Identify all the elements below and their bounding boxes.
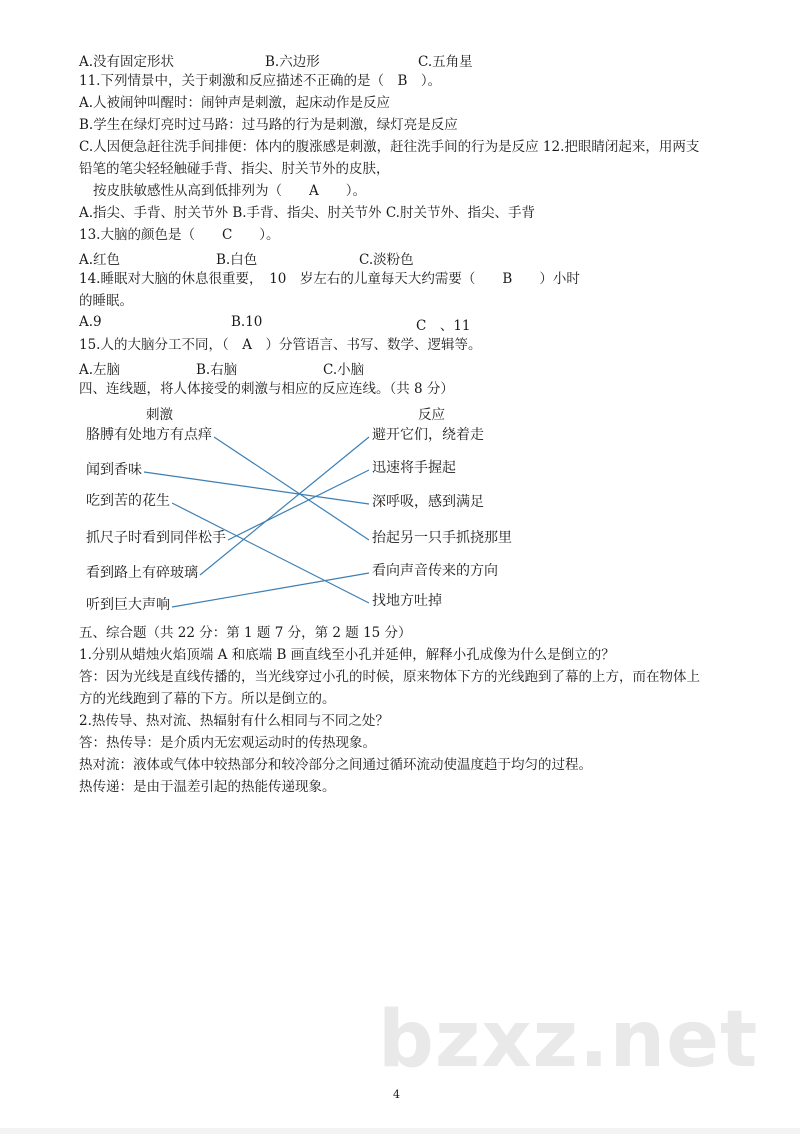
match-line <box>200 437 369 575</box>
q14-option-a: A.9 <box>79 314 102 330</box>
q14-option-c: C 、11 <box>416 318 471 334</box>
q10-option-b: B.六边形 <box>265 54 320 70</box>
section5-question-1: 1.分别从蜡烛火焰顶端 A 和底端 B 画直线至小孔并延伸，解释小孔成像为什么是倒立的？ <box>79 647 615 663</box>
section5-answer-1: 答：因为光线是直线传播的，当光线穿过小孔的时候，原来物体下方的光线跑到了幕的上方，而在物体上 <box>79 669 700 685</box>
q14-stem: 14.睡眠对大脑的休息很重要， 10 岁左右的儿童每天大约需要（ B ）小时 <box>79 271 580 287</box>
page-number: 4 <box>393 1088 400 1101</box>
q10-option-a: A.没有固定形状 <box>79 54 175 70</box>
watermark-logo: bzxz.net <box>378 995 759 1085</box>
stimulus-item: 吃到苦的花生 <box>86 493 170 509</box>
page-bottom-edge <box>0 1128 800 1134</box>
response-item: 找地方吐掉 <box>372 593 442 609</box>
stimulus-header: 刺激 <box>146 407 173 423</box>
stimulus-item: 抓尺子时看到同伴松手 <box>86 530 226 546</box>
q12-options: A.指尖、手背、肘关节外 B.手背、指尖、肘关节外 C.肘关节外、指尖、手背 <box>79 205 535 221</box>
q14-option-b: B.10 <box>231 314 263 330</box>
response-item: 迅速将手握起 <box>372 460 456 476</box>
section5-title: 五、综合题（共 22 分：第 1 题 7 分，第 2 题 15 分） <box>79 625 412 641</box>
match-line <box>144 472 369 504</box>
stimulus-item: 听到巨大声响 <box>86 597 170 613</box>
section5-answer-2-transfer: 热传递：是由于温差引起的热能传递现象。 <box>79 779 336 795</box>
response-header: 反应 <box>418 407 445 423</box>
match-line <box>228 470 369 540</box>
q10-option-c: C.五角星 <box>418 54 473 70</box>
response-item: 看向声音传来的方向 <box>372 563 498 579</box>
section5-answer-2-conduction: 答：热传导：是介质内无宏观运动时的传热现象。 <box>79 735 376 751</box>
q15-option-b: B.右脑 <box>196 362 238 378</box>
response-item: 深呼吸，感到满足 <box>372 494 484 510</box>
q13-option-b: B.白色 <box>216 252 258 268</box>
q13-option-a: A.红色 <box>79 252 121 268</box>
stimulus-item: 胳膊有处地方有点痒 <box>86 427 212 443</box>
q15-option-c: C.小脑 <box>323 362 365 378</box>
q15-stem: 15.人的大脑分工不同，（ A ）分管语言、书写、数学、逻辑等。 <box>79 337 482 353</box>
match-line <box>172 573 369 607</box>
section5-answer-1-cont: 方的光线跑到了幕的下方。所以是倒立的。 <box>79 691 336 707</box>
response-item: 避开它们，绕着走 <box>372 427 484 443</box>
q13-stem: 13.大脑的颜色是（ C ）。 <box>79 227 280 243</box>
q11-option-c: C.人因便急赶往洗手间排便：体内的腹涨感是刺激，赶往洗手间的行为是反应 12.把眼睛闭起来，用两支 <box>79 139 700 155</box>
q11-option-a: A.人被闹钟叫醒时：闹钟声是刺激，起床动作是反应 <box>79 95 391 111</box>
response-item: 抬起另一只手抓挠那里 <box>372 530 512 546</box>
q11-stem: 11.下列情景中，关于刺激和反应描述不正确的是（ B ）。 <box>79 73 442 89</box>
section5-question-2: 2.热传导、热对流、热辐射有什么相同与不同之处？ <box>79 713 389 729</box>
q12-stem-part: 铅笔的笔尖轻轻触碰手背、指尖、肘关节外的皮肤， <box>79 161 390 177</box>
q11-option-b: B.学生在绿灯亮时过马路：过马路的行为是刺激，绿灯亮是反应 <box>79 117 458 133</box>
stimulus-item: 闻到香味 <box>86 462 142 478</box>
match-line <box>214 437 369 540</box>
q13-option-c: C.淡粉色 <box>359 252 414 268</box>
q14-stem-cont: 的睡眠。 <box>79 293 133 309</box>
section5-answer-2-convection: 热对流：液体或气体中较热部分和较冷部分之间通过循环流动使温度趋于均匀的过程。 <box>79 757 592 773</box>
q12-stem: 按皮肤敏感性从高到低排列为（ A ）。 <box>93 183 366 199</box>
q15-option-a: A.左脑 <box>79 362 121 378</box>
stimulus-item: 看到路上有碎玻璃 <box>86 565 198 581</box>
section4-title: 四、连线题，将人体接受的刺激与相应的反应连线。（共 8 分） <box>79 381 454 397</box>
